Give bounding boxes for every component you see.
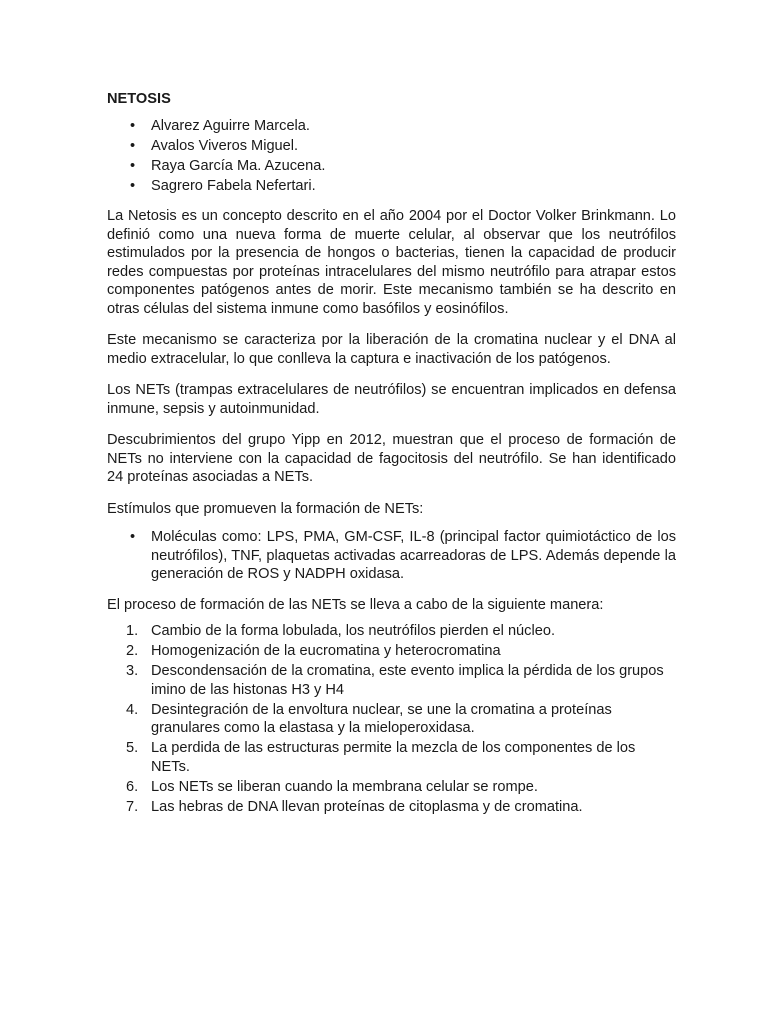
paragraph-definition: La Netosis es un concepto descrito en el año 2004 por el Doctor Volker Brinkmann. Lo definió como una nueva forma de muerte celular, al observar que los neutrófilos estimulados por la presencia de hongos o bacterias, tienen la capacidad de producir redes compuestas por proteínas intracelulares del mismo neutrófilo para atrapar estos componentes patógenos antes de morir. Este mecanismo también se ha descrito en otras células del sistema inmune como basófilos y eosinófilos. xyxy=(107,208,676,317)
step-text: Desintegración de la envoltura nuclear, se une la cromatina a proteínas granulares como la elastasa y la mieloperoxidasa. xyxy=(151,701,612,736)
step-text: Homogenización de la eucromatina y heterocromatina xyxy=(151,643,501,659)
step-item xyxy=(107,798,676,817)
step-item xyxy=(107,701,676,738)
step-item xyxy=(107,778,676,797)
step-number: 4. xyxy=(126,701,139,718)
step-item xyxy=(107,622,676,641)
step-text: La perdida de las estructuras permite la mezcla de los componentes de los NETs. xyxy=(151,740,636,775)
author-item: • Raya García Ma. Azucena. xyxy=(107,157,676,176)
step-number: 6. xyxy=(126,778,139,795)
stimuli-item: • Moléculas como: LPS, PMA, GM-CSF, IL-8 (principal factor quimiotáctico de los neutrófilos), TNF, plaquetas activadas acarreadoras de LPS. Además depende la generación de ROS y NADPH oxidasa. xyxy=(107,528,676,584)
author-item: • Avalos Viveros Miguel. xyxy=(107,137,676,156)
step-number: 1. xyxy=(126,623,139,639)
process-steps-list xyxy=(107,622,676,816)
paragraph-stimuli-intro: Estímulos que promueven la formación de NETs: xyxy=(107,500,424,517)
step-number: 7. xyxy=(126,798,139,815)
step-text: Cambio de la forma lobulada, los neutrófilos pierden el núcleo. xyxy=(151,623,556,639)
step-item xyxy=(107,662,676,699)
step-item xyxy=(107,739,676,776)
paragraph-process-intro: El proceso de formación de las NETs se lleva a cabo de la siguiente manera: xyxy=(107,596,604,613)
step-item xyxy=(107,642,676,661)
step-number: 2. xyxy=(126,643,139,659)
step-text: Las hebras de DNA llevan proteínas de citoplasma y de cromatina. xyxy=(151,798,583,815)
paragraph-nets: Los NETs (trampas extracelulares de neutrófilos) se encuentran implicados en defensa inmune, sepsis y autoinmunidad. xyxy=(107,382,676,417)
document-title: NETOSIS xyxy=(107,91,171,107)
author-item: • Sagrero Fabela Nefertari. xyxy=(107,177,676,196)
step-text: Los NETs se liberan cuando la membrana celular se rompe. xyxy=(151,778,538,795)
author-list xyxy=(107,117,676,196)
paragraph-discoveries: Descubrimientos del grupo Yipp en 2012, muestran que el proceso de formación de NETs no interviene con la capacidad de fagocitosis del neutrófilo. Se han identificado 24 proteínas asociadas a NETs. xyxy=(107,432,676,485)
step-text: Descondensación de la cromatina, este evento implica la pérdida de los grupos imino de las histonas H3 y H4 xyxy=(151,663,664,698)
author-item: • Alvarez Aguirre Marcela. xyxy=(107,117,676,136)
stimuli-list xyxy=(107,528,676,584)
paragraph-mechanism: Este mecanismo se caracteriza por la liberación de la cromatina nuclear y el DNA al medio extracelular, lo que conlleva la captura e inactivación de los patógenos. xyxy=(107,332,676,367)
step-number: 5. xyxy=(126,740,139,756)
step-number: 3. xyxy=(126,663,139,679)
